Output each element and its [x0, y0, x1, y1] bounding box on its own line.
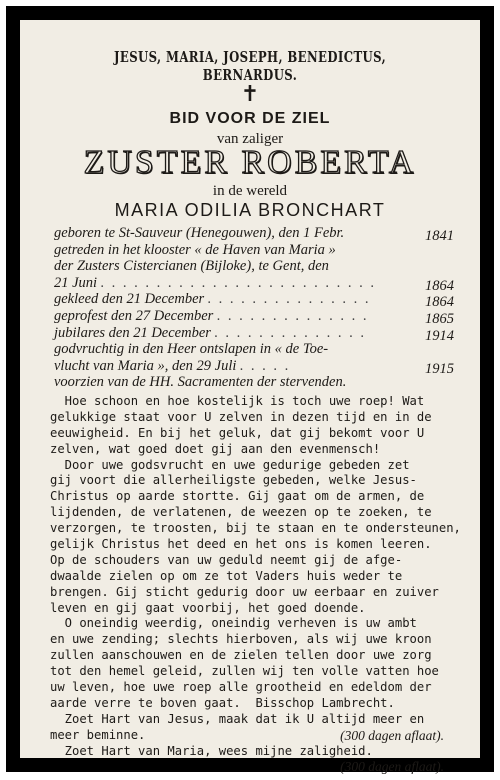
prayer-line: Zoet Hart van Maria, wees mijne zaligheid.	[50, 743, 373, 758]
text-line: gij voort die allerheiligste gebeden, welke Jesus-	[50, 473, 417, 488]
prayer-line: Zoet Hart van Jesus, maak dat ik U altijd meer en	[50, 711, 425, 726]
prayer-line	[50, 759, 458, 775]
memorial-card	[20, 20, 480, 775]
bio-row: voorzien van de HH. Sacramenten der stervenden.	[54, 374, 347, 391]
prayer-line: meer beminne. (300 dagen aflaat).	[50, 727, 444, 743]
cross-icon: ✝	[240, 82, 260, 107]
bio-row: jubilares den 21 December . . . . . . . . . . . . . . 1914	[54, 324, 454, 344]
memorial-card-frame	[6, 6, 494, 775]
text-line: Christus op aarde stortte. Gij gaat om de armen, de	[50, 489, 425, 504]
bio-row: der Zusters Cistercianen (Bijloke), te Gent, den	[54, 258, 329, 275]
indulgence-note: (300 dagen aflaat).	[340, 759, 444, 775]
religious-name: ZUSTER ROBERTA	[83, 144, 417, 181]
indulgence-note: (300 dagen aflaat).	[340, 727, 444, 743]
text-line: leven en gij gaat voorbij, het goed doende.	[50, 600, 366, 615]
bio-row: vlucht van Maria », den 29 Juli . . . . . 1915	[54, 357, 454, 377]
text-line: O oneindig weerdig, oneindig verheven is uw ambt	[50, 616, 417, 631]
text-line: tot den hemel geleid, zullen wij ten volle vatten hoe	[50, 664, 439, 679]
bio-row: godvruchtig in den Heer ontslapen in « de Toe-	[54, 341, 329, 358]
text-line: en uwe zending; slechts hierboven, als wij uwe kroon	[50, 632, 432, 647]
text-line: aarde verre te boven gaat. Bisschop Lambrecht.	[50, 695, 395, 710]
text-line: zullen aanschouwen en de zielen tellen door uwe zorg	[50, 648, 432, 663]
text-line: gelijk Christus het deed en het ons is komen leeren.	[50, 537, 432, 552]
world-line: in de wereld	[212, 183, 288, 199]
bio-row: gekleed den 21 December . . . . . . . . . . . . . . . 1864	[54, 291, 454, 311]
bio-row: getreden in het klooster « de Haven van Maria »	[54, 241, 336, 258]
text-line: verzorgen, te troosten, bij te staan en te ondersteunen,	[50, 521, 461, 536]
text-line: lijdenden, de verlatenen, de weezen op te zoeken, te	[50, 505, 432, 520]
text-line: brengen. Gij sticht gedurig door uw eerbaar en zuiver	[50, 584, 439, 599]
text-line: zelven, wat goed doet gij aan den evenmensch!	[50, 441, 381, 456]
invocation-header: JESUS, MARIA, JOSEPH, BENEDICTUS, BERNARDUS.	[113, 48, 387, 84]
text-line: Hoe schoon en hoe kostelijk is toch uwe roep! Wat	[50, 394, 425, 408]
text-line: dwaalde zielen op om ze tot Vaders huis weder te	[50, 568, 403, 583]
late-line: van zaliger	[216, 131, 284, 147]
text-line: eeuwigheid. En bij het geluk, dat gij bekomt voor U	[50, 425, 425, 440]
biography-list	[54, 225, 454, 391]
text-line: Op de schouders van uw geduld neemt gij de afge-	[50, 552, 403, 567]
bio-row: 21 Juni . . . . . . . . . . . . . . . . . . . . . . . . . 1864	[54, 274, 454, 294]
text-line: Door uwe godsvrucht en uwe gedurige gebeden zet	[50, 457, 410, 472]
bio-row: geprofest den 27 December . . . . . . . . . . . . . . 1865	[54, 307, 454, 327]
pray-line: BID VOOR DE ZIEL	[169, 110, 331, 127]
text-line: gelukkige staat voor U zelven in dezen tijd en in de	[50, 409, 432, 424]
civil-name: MARIA ODILIA BRONCHART	[114, 200, 386, 220]
text-line: uw leven, hoe uwe roep alle grootheid en edeldom der	[50, 680, 432, 695]
bio-row: geboren te St-Sauveur (Henegouwen), den 1 Febr. 1841	[54, 225, 454, 244]
eulogy-text	[50, 394, 461, 775]
